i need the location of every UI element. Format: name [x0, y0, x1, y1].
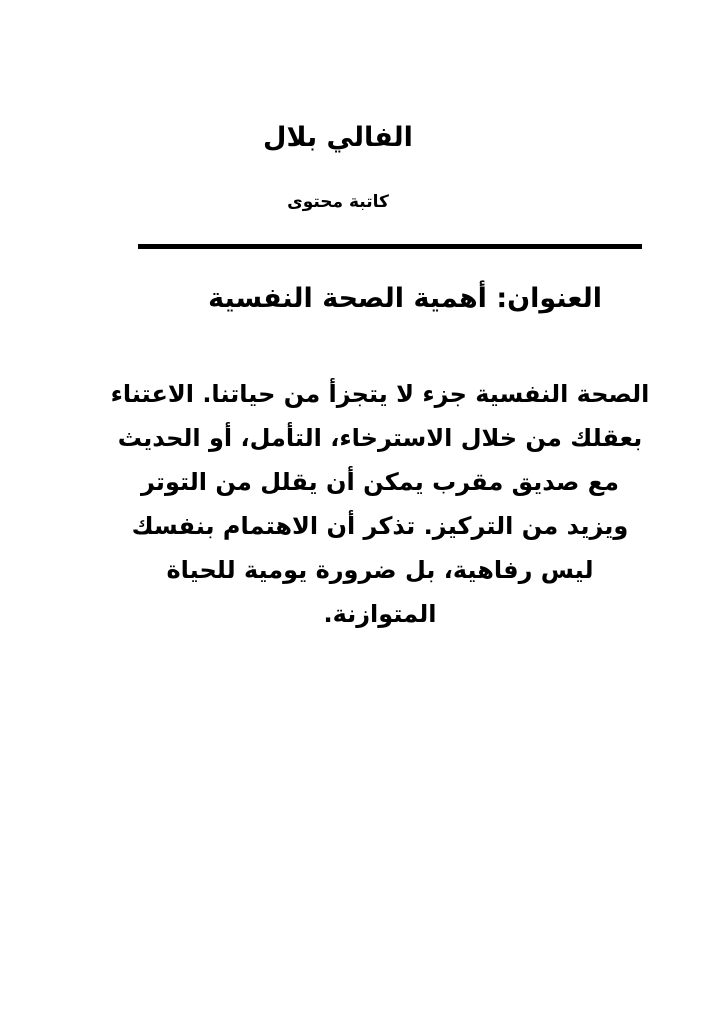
author-role: كاتبة محتوى — [287, 192, 389, 212]
author-name: الفالي بلال — [263, 122, 413, 153]
header-divider — [138, 244, 642, 249]
article-body: الصحة النفسية جزء لا يتجزأ من حياتنا. الاعتناء بعقلك من خلال الاسترخاء، التأمل، أو الحديث مع صديق مقرب يمكن أن يقلل من التوتر ويزيد من التركيز. تذكر أن الاهتمام بنفسك ليس رفاهية، بل ضرورة يومية للحياة المتوازنة. — [110, 380, 650, 628]
article-title: العنوان: أهمية الصحة النفسية — [208, 283, 602, 314]
